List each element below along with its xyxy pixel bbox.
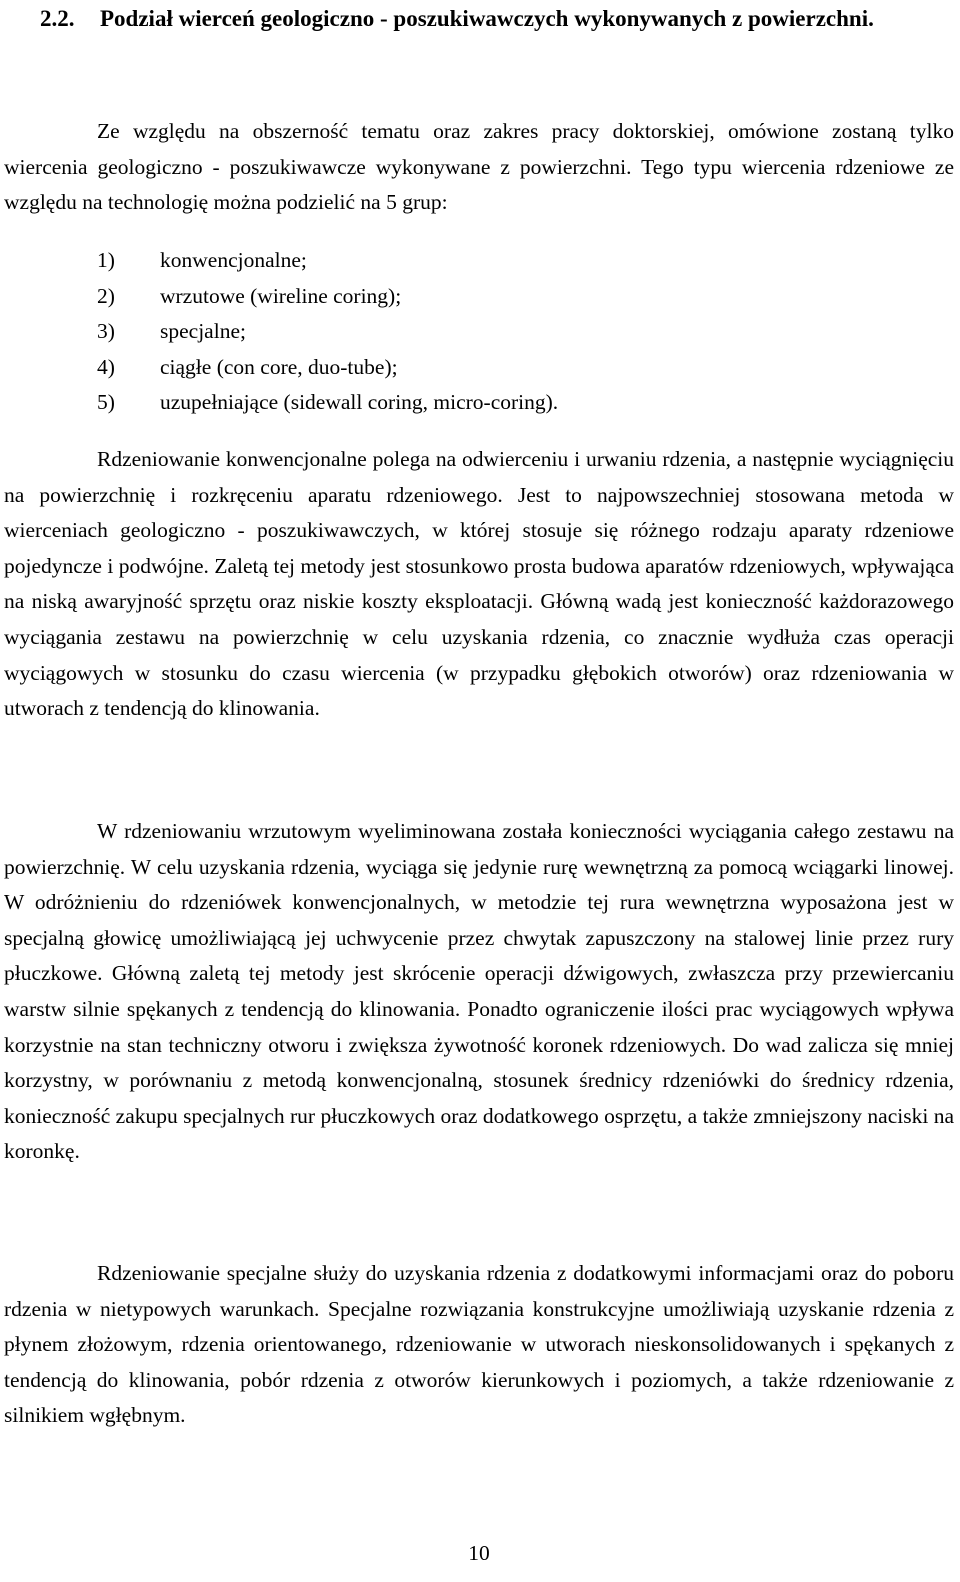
list-marker: 2) (97, 283, 115, 308)
core-drilling-groups-list (97, 243, 558, 421)
list-item (97, 385, 558, 421)
list-item (97, 350, 558, 386)
paragraph-wireline-coring: W rdzeniowaniu wrzutowym wyeliminowana została konieczności wyciągania całego zestawu na powierzchnię. W celu uzyskania rdzenia, wyciąga się jedynie rurę wewnętrzną za pomocą wciągarki linowej. W odróżnieniu do rdzeniówek konwencjonalnych, w metodzie tej rura wewnętrzna wyposażona jest w specjalną głowicę umożliwiającą jej uchwycenie przez chwytak zapuszczony na stalowej linie przez rury płuczkowe. Główną zaletą tej metody jest skrócenie operacji dźwigowych, zwłaszcza przy przewiercaniu warstw silnie spękanych z tendencją do klinowania. Ponadto ograniczenie ilości prac wyciągowych wpływa korzystnie na stan techniczny otworu i zwiększa żywotność koronek rdzeniowych. Do wad zalicza się mniej korzystny, w porównaniu z metodą konwencjonalną, stosunek średnicy rdzeniówki do średnicy rdzenia, konieczność zakupu specjalnych rur płuczkowych oraz dodatkowego osprzętu, a także zmniejszony naciski na koronkę. (4, 819, 954, 1164)
section-heading (40, 0, 954, 38)
list-marker: 3) (97, 319, 115, 344)
list-marker: 5) (97, 390, 115, 415)
list-item (97, 243, 558, 279)
section-title: Podział wierceń geologiczno - poszukiwawczych wykonywanych z powierzchni. (100, 6, 874, 31)
list-item-text: specjalne; (160, 319, 246, 344)
list-item-text: ciągłe (con core, duo-tube); (160, 354, 398, 379)
list-marker: 1) (97, 248, 115, 272)
list-item (97, 314, 558, 350)
list-marker: 4) (97, 354, 115, 379)
page-number: 10 (468, 1541, 490, 1565)
document-page (4, 0, 954, 1582)
paragraph-intro: Ze względu na obszerność tematu oraz zakres pracy doktorskiej, omówione zostaną tylko wiercenia geologiczno - poszukiwawcze wykonywane z powierzchni. Tego typu wiercenia rdzeniowe ze względu na technologię można podzielić na 5 grup: (4, 119, 954, 215)
list-item (97, 279, 558, 315)
paragraph-conventional-coring: Rdzeniowanie konwencjonalne polega na odwierceniu i urwaniu rdzenia, a następnie wyciągnięciu na powierzchnię i rozkręceniu aparatu rdzeniowego. Jest to najpowszechniej stosowana metoda w wierceniach geologiczno - poszukiwawczych, w której stosuje się różnego rodzaju aparaty rdzeniowe pojedyncze i podwójne. Zaletą tej metody jest stosunkowo prosta budowa aparatów rdzeniowych, wpływająca na niską awaryjność sprzętu oraz niskie koszty eksploatacji. Główną wadą jest konieczność każdorazowego wyciągania zestawu na powierzchnię w celu uzyskania rdzenia, co znacznie wydłuża czas operacji wyciągowych w stosunku do czasu wiercenia (w przypadku głębokich otworów) oraz rdzeniowania w utworach z tendencją do klinowania. (4, 447, 954, 721)
list-item-text: uzupełniające (sidewall coring, micro-coring). (160, 390, 559, 415)
section-number: 2.2. (40, 6, 75, 31)
paragraph-special-coring: Rdzeniowanie specjalne służy do uzyskania rdzenia z dodatkowymi informacjami oraz do poboru rdzenia w nietypowych warunkach. Specjalne rozwiązania konstrukcyjne umożliwiają uzyskanie rdzenia z płynem złożowym, rdzenia orientowanego, rdzeniowanie w utworach nieskonsolidowanych i spękanych z tendencją do klinowania, pobór rdzenia z otworów kierunkowych i poziomych, a także rdzeniowanie z silnikiem wgłębnym. (4, 1261, 954, 1428)
list-item-text: konwencjonalne; (160, 248, 307, 272)
list-item-text: wrzutowe (wireline coring); (160, 283, 402, 308)
